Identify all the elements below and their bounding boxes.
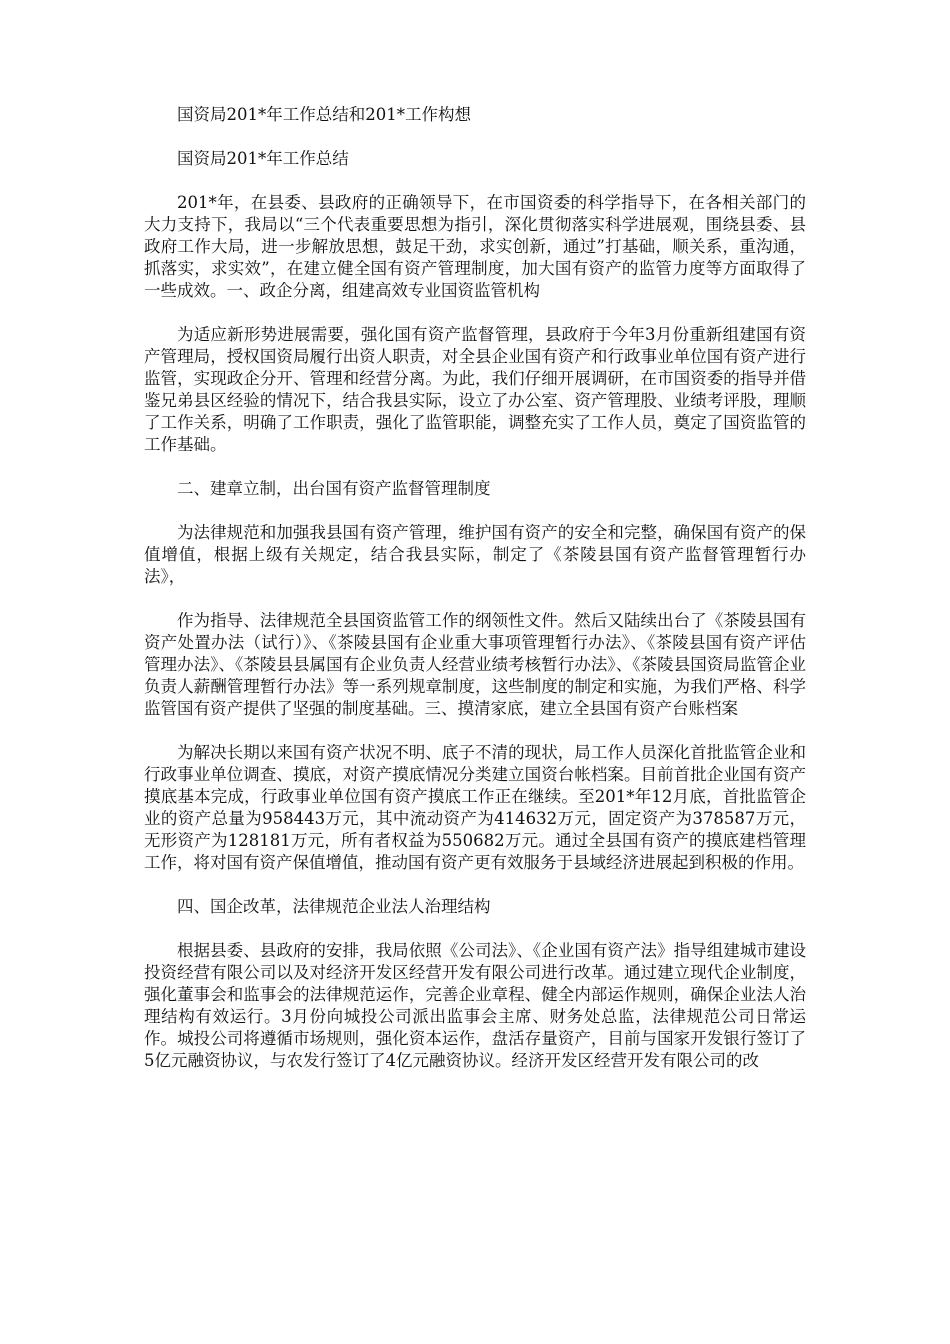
paragraph-regulations: 为法律规范和加强我县国有资产管理，维护国有资产的安全和完整，确保国有资产的保值增值，根据上级有关规定，结合我县实际，制定了《茶陵县国有资产监督管理暂行办法》， (144, 523, 806, 586)
section-heading-reform: 四、国企改革，法律规范企业法人治理结构 (177, 897, 491, 916)
document-subtitle: 国资局201*年工作总结 (177, 149, 349, 168)
paragraph-organization: 为适应新形势进展需要，强化国有资产监督管理，县政府于今年3月份重新组建国有资产管理局，授权国资局履行出资人职责，对全县企业国有资产和行政事业单位国有资产进行监管，实现政企分开、管理和经营分离。为此，我们仔细开展调研，在市国资委的指导并借鉴兄弟县区经验的情况下，结合我县实际，设立了办公室、资产管理股、业绩考评股，理顺了工作关系，明确了工作职责，强化了监管职能，调整充实了工作人员，奠定了国资监管的工作基础。 (144, 325, 806, 454)
paragraph-asset-survey: 为解决长期以来国有资产状况不明、底子不清的现状，局工作人员深化首批监管企业和行政事业单位调查、摸底，对资产摸底情况分类建立国资台帐档案。目前首批企业国有资产摸底基本完成，行政事业单位国有资产摸底工作正在继续。至201*年12月底，首批监管企业的资产总量为958443万元，其中流动资产为414632万元，固定资产为378587万元，无形资产为128181万元，所有者权益为550682万元。通过全县国有资产的摸底建档管理工作，将对国有资产保值增值，推动国有资产更有效服务于县域经济进展起到积极的作用。 (144, 743, 806, 872)
document-page (144, 104, 806, 1094)
section-heading-regulations: 二、建章立制，出台国有资产监督管理制度 (177, 479, 491, 498)
paragraph-regulations-list: 作为指导、法律规范全县国资监管工作的纲领性文件。然后又陆续出台了《茶陵县国有资产处置办法（试行）》、《茶陵县国有企业重大事项管理暂行办法》、《茶陵县国有资产评估管理办法》、《茶陵县县属国有企业负责人经营业绩考核暂行办法》、《茶陵县国资局监管企业负责人薪酬管理暂行办法》等一系列规章制度，这些制度的制定和实施，为我们严格、科学监管国有资产提供了坚强的制度基础。三、摸清家底，建立全县国有资产台账档案 (144, 611, 806, 718)
paragraph-reform: 根据县委、县政府的安排，我局依照《公司法》、《企业国有资产法》指导组建城市建设投资经营有限公司以及对经济开发区经营开发有限公司进行改革。通过建立现代企业制度，强化董事会和监事会的法律规范运作，完善企业章程、健全内部运作规则，确保企业法人治理结构有效运行。3月份向城投公司派出监事会主席、财务处总监，法律规范公司日常运作。城投公司将遵循市场规则，强化资本运作，盘活存量资产，目前与国家开发银行签订了5亿元融资协议，与农发行签订了4亿元融资协议。经济开发区经营开发有限公司的改 (144, 941, 806, 1070)
document-title: 国资局201*年工作总结和201*工作构想 (177, 105, 471, 124)
paragraph-intro: 201*年，在县委、县政府的正确领导下，在市国资委的科学指导下，在各相关部门的大力支持下，我局以“三个代表重要思想为指引，深化贯彻落实科学进展观，围绕县委、县政府工作大局，进一步解放思想，鼓足干劲，求实创新，通过”打基础，顺关系，重沟通，抓落实，求实效”，在建立健全国有资产管理制度，加大国有资产的监管力度等方面取得了一些成效。一、政企分离，组建高效专业国资监管机构 (144, 193, 806, 300)
